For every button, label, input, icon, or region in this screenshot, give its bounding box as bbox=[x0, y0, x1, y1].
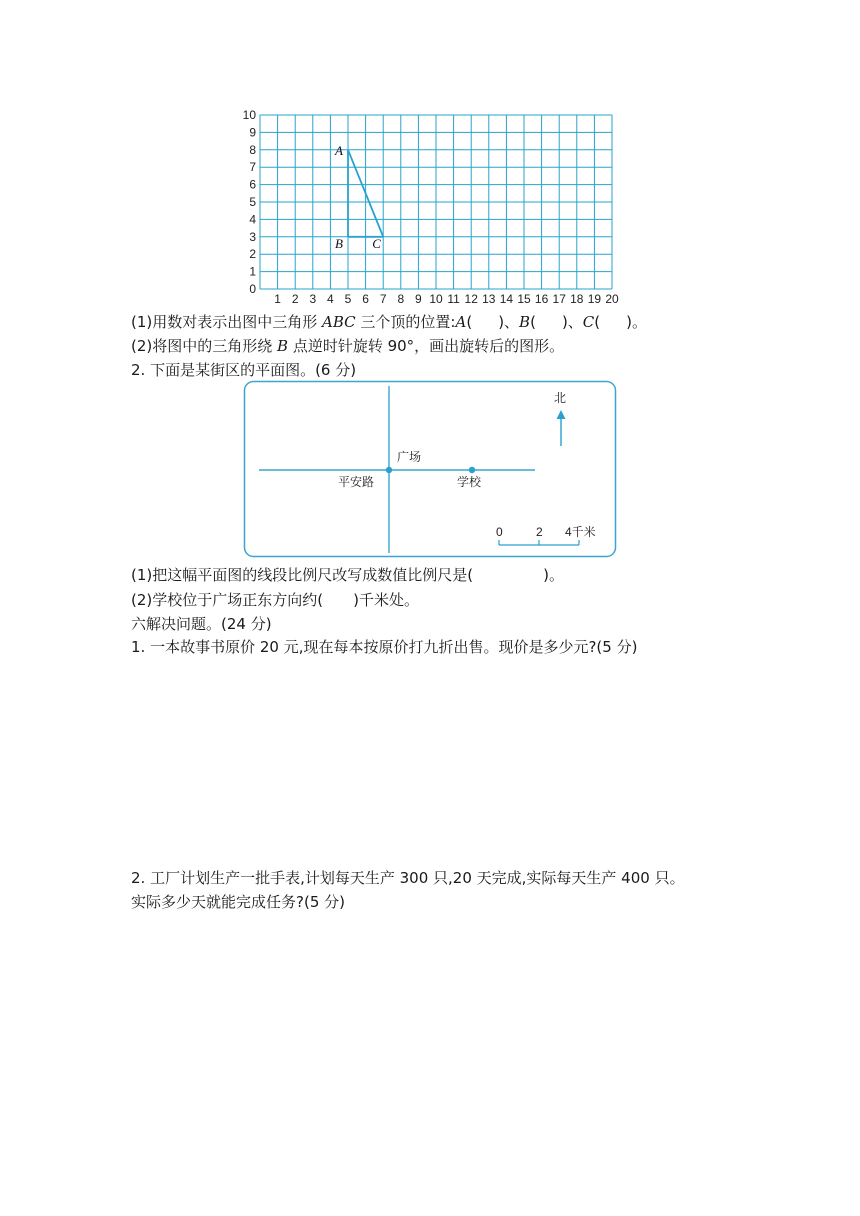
coordinate-grid-figure bbox=[236, 100, 626, 310]
y-tick-label: 0 bbox=[249, 282, 256, 296]
x-tick-label: 16 bbox=[534, 292, 549, 306]
point-labels bbox=[334, 143, 381, 251]
scale-label-0: 0 bbox=[496, 525, 503, 539]
q2-b-label: B bbox=[277, 337, 289, 355]
q1-open-b: ( bbox=[530, 313, 536, 331]
q1-open-a: ( bbox=[466, 313, 473, 331]
y-tick-label: 9 bbox=[249, 125, 256, 140]
y-tick-label: 6 bbox=[249, 177, 256, 192]
q2-suffix: 点逆时针旋转 90°，画出旋转后的图形。 bbox=[288, 337, 565, 355]
y-tick-label: 5 bbox=[249, 195, 256, 209]
problem-2-line-1: 2. 工厂计划生产一批手表,计划每天生产 300 只,20 天完成,实际每天生产 400 只。 bbox=[131, 869, 685, 887]
x-tick-label: 17 bbox=[552, 292, 566, 306]
point-label-a: A bbox=[335, 142, 343, 158]
question-4-line bbox=[131, 590, 419, 610]
x-tick-label: 4 bbox=[327, 292, 334, 306]
problem-2-line-2: 实际多少天就能完成任务?(5 分) bbox=[131, 893, 345, 911]
q2-prefix: (2)将图中的三角形绕 bbox=[131, 337, 278, 355]
problem-1: 1. 一本故事书原价 20 元,现在每本按原价打九折出售。现价是多少元?(5 分) bbox=[131, 638, 638, 656]
x-tick-label: 11 bbox=[447, 292, 460, 306]
q1-end: )。 bbox=[626, 313, 647, 331]
y-tick-label: 4 bbox=[249, 212, 256, 227]
y-tick-label: 8 bbox=[249, 142, 256, 157]
q4-text-b: )千米处。 bbox=[353, 591, 419, 609]
x-tick-label: 12 bbox=[464, 292, 478, 306]
x-tick-label: 1 bbox=[274, 292, 281, 306]
x-tick-label: 20 bbox=[605, 292, 619, 306]
q1-prefix: (1)用数对表示出图中三角形 bbox=[131, 313, 323, 331]
plaza-dot bbox=[386, 467, 392, 473]
q1-b-label: B bbox=[519, 313, 531, 331]
y-tick-label: 3 bbox=[249, 229, 256, 244]
q1-abc: ABC bbox=[322, 313, 356, 331]
x-tick-label: 19 bbox=[587, 292, 602, 306]
q3-end: )。 bbox=[543, 566, 564, 584]
point-label-b: B bbox=[335, 235, 343, 251]
q1-c-label: C bbox=[582, 313, 595, 331]
point-label-c: C bbox=[372, 235, 381, 251]
x-tick-label: 15 bbox=[517, 292, 531, 306]
question-3-line bbox=[131, 565, 564, 585]
x-tick-label: 8 bbox=[397, 292, 405, 306]
question-1-line bbox=[131, 312, 647, 332]
section-2-title: 2. 下面是某街区的平面图。(6 分) bbox=[131, 361, 357, 379]
x-tick-label: 6 bbox=[362, 292, 369, 306]
street-map-figure bbox=[243, 380, 618, 560]
school-label: 学校 bbox=[457, 475, 482, 489]
q1-mid: 三个顶的位置: bbox=[355, 313, 456, 331]
grid-lines bbox=[260, 115, 612, 289]
school-dot bbox=[469, 467, 475, 473]
section-6-title: 六解决问题。(24 分) bbox=[131, 615, 272, 633]
x-tick-label: 13 bbox=[482, 292, 496, 306]
scale-label-4: 4千米 bbox=[565, 525, 596, 539]
scale-label-2: 2 bbox=[536, 525, 543, 539]
y-tick-label: 10 bbox=[242, 108, 256, 122]
y-tick-labels bbox=[243, 108, 257, 296]
q4-text-a: (2)学校位于广场正东方向约( bbox=[131, 591, 324, 609]
x-tick-label: 3 bbox=[309, 292, 317, 306]
y-tick-label: 1 bbox=[249, 264, 256, 279]
q1-open-c: ( bbox=[594, 313, 601, 331]
y-tick-label: 7 bbox=[249, 160, 256, 175]
north-arrow-icon bbox=[557, 410, 566, 419]
question-2-line bbox=[131, 336, 564, 356]
plaza-label: 广场 bbox=[397, 450, 422, 464]
x-tick-label: 5 bbox=[344, 292, 352, 306]
x-tick-label: 18 bbox=[570, 292, 584, 306]
q1-close-a: )、 bbox=[498, 313, 520, 331]
x-tick-label: 14 bbox=[499, 292, 514, 306]
north-label: 北 bbox=[554, 391, 567, 405]
road-label: 平安路 bbox=[338, 475, 375, 489]
map-border bbox=[245, 382, 616, 557]
x-tick-label: 10 bbox=[429, 292, 443, 306]
q1-close-b: )、 bbox=[561, 313, 583, 331]
y-tick-label: 2 bbox=[249, 247, 256, 262]
x-tick-label: 9 bbox=[415, 292, 422, 306]
q3-text: (1)把这幅平面图的线段比例尺改写成数值比例尺是( bbox=[131, 566, 474, 584]
x-tick-label: 2 bbox=[291, 292, 299, 306]
x-tick-labels bbox=[274, 292, 619, 306]
x-tick-label: 7 bbox=[379, 292, 387, 306]
q1-a-label: A bbox=[455, 313, 467, 331]
